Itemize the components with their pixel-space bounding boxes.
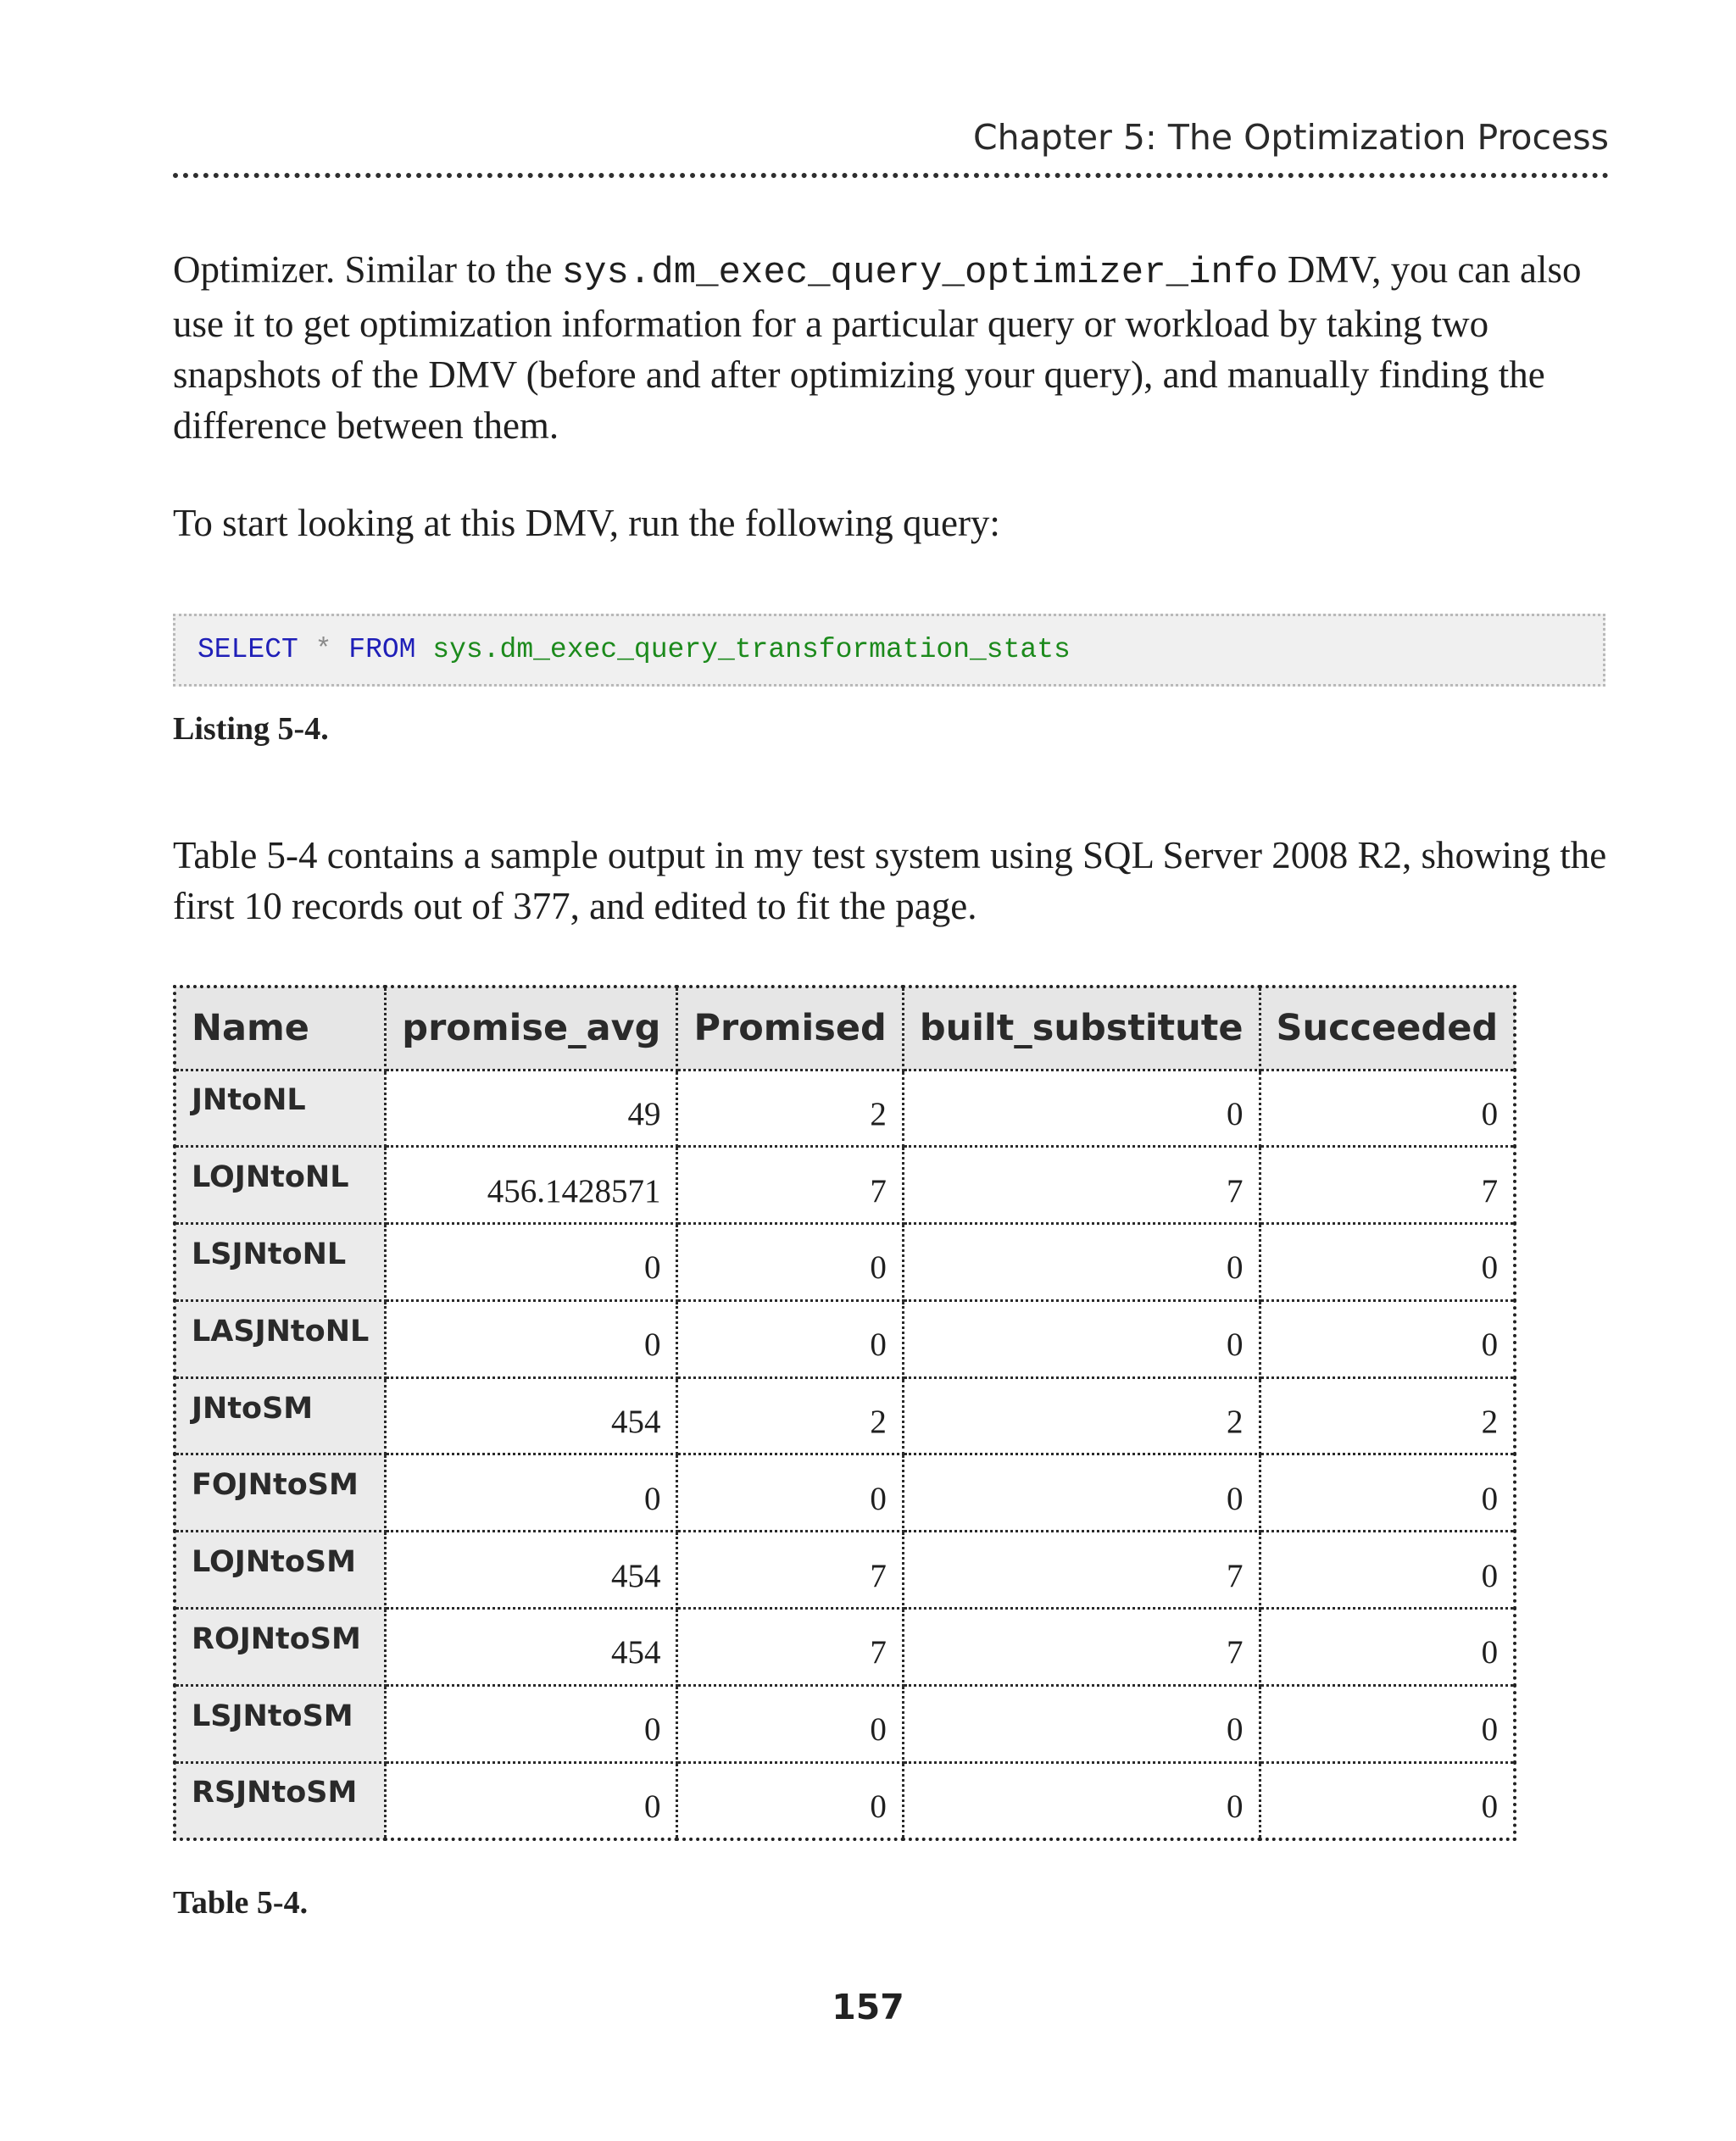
table-row (175, 1685, 1515, 1762)
transformation-stats-table (173, 985, 1516, 1841)
column-header-name: Name (175, 987, 386, 1070)
cell-promise-avg: 454 (386, 1532, 677, 1609)
body-paragraph-2: To start looking at this DMV, run the following query: (173, 502, 1000, 544)
table-row (175, 1609, 1515, 1686)
cell-promised: 0 (677, 1454, 903, 1532)
cell-built-substitute: 0 (903, 1454, 1260, 1532)
column-header-promise-avg: promise_avg (386, 987, 677, 1070)
table-row (175, 1762, 1515, 1839)
cell-promise-avg: 0 (386, 1224, 677, 1301)
column-header-promised: Promised (677, 987, 903, 1070)
code-keyword-from: FROM (348, 634, 416, 665)
paragraph-text: Optimizer. Similar to the (173, 248, 562, 291)
cell-succeeded: 0 (1260, 1762, 1515, 1839)
body-paragraph-1 (173, 244, 1609, 451)
cell-built-substitute: 0 (903, 1300, 1260, 1377)
cell-name: LSJNtoNL (175, 1224, 386, 1301)
code-listing (173, 614, 1605, 687)
table-row (175, 1224, 1515, 1301)
cell-promised: 0 (677, 1762, 903, 1839)
cell-succeeded: 0 (1260, 1609, 1515, 1686)
cell-name: LSJNtoSM (175, 1685, 386, 1762)
cell-name: LOJNtoNL (175, 1147, 386, 1224)
cell-promised: 7 (677, 1147, 903, 1224)
cell-succeeded: 0 (1260, 1070, 1515, 1147)
cell-promise-avg: 454 (386, 1609, 677, 1686)
body-paragraph-3: Table 5-4 contains a sample output in my test system using SQL Server 2008 R2, showing the first 10 records out of 377, and edited to fit the page. (173, 834, 1607, 927)
cell-succeeded: 0 (1260, 1454, 1515, 1532)
cell-built-substitute: 7 (903, 1147, 1260, 1224)
running-header: Chapter 5: The Optimization Process (972, 117, 1609, 158)
cell-promised: 7 (677, 1532, 903, 1609)
cell-name: RSJNtoSM (175, 1762, 386, 1839)
cell-built-substitute: 7 (903, 1532, 1260, 1609)
cell-name: JNtoSM (175, 1377, 386, 1454)
cell-succeeded: 0 (1260, 1300, 1515, 1377)
cell-name: FOJNtoSM (175, 1454, 386, 1532)
cell-name: JNtoNL (175, 1070, 386, 1147)
cell-succeeded: 0 (1260, 1685, 1515, 1762)
column-header-succeeded: Succeeded (1260, 987, 1515, 1070)
cell-promise-avg: 0 (386, 1762, 677, 1839)
code-keyword-select: SELECT (198, 634, 298, 665)
table-row (175, 1532, 1515, 1609)
cell-built-substitute: 0 (903, 1762, 1260, 1839)
cell-succeeded: 7 (1260, 1147, 1515, 1224)
code-operator-star: * (314, 634, 332, 665)
cell-promise-avg: 0 (386, 1685, 677, 1762)
table-row (175, 1300, 1515, 1377)
cell-name: LOJNtoSM (175, 1532, 386, 1609)
cell-built-substitute: 7 (903, 1609, 1260, 1686)
table-row (175, 1454, 1515, 1532)
code-object-name: sys.dm_exec_query_transformation_stats (432, 634, 1071, 665)
cell-succeeded: 0 (1260, 1224, 1515, 1301)
cell-promise-avg: 456.1428571 (386, 1147, 677, 1224)
cell-succeeded: 0 (1260, 1532, 1515, 1609)
cell-promised: 7 (677, 1609, 903, 1686)
cell-promise-avg: 49 (386, 1070, 677, 1147)
page-number: 157 (832, 1987, 904, 2027)
cell-name: LASJNtoNL (175, 1300, 386, 1377)
cell-promised: 2 (677, 1070, 903, 1147)
cell-promise-avg: 454 (386, 1377, 677, 1454)
header-divider (173, 173, 1609, 178)
cell-name: ROJNtoSM (175, 1609, 386, 1686)
table-row (175, 1070, 1515, 1147)
cell-built-substitute: 2 (903, 1377, 1260, 1454)
inline-code-dmv-name: sys.dm_exec_query_optimizer_info (561, 252, 1278, 294)
cell-built-substitute: 0 (903, 1070, 1260, 1147)
table-caption: Table 5-4. (173, 1885, 309, 1921)
table-header-row (175, 987, 1515, 1070)
listing-caption: Listing 5-4. (173, 711, 329, 747)
paragraph-text: DMV, you can also use it to get optimization information for a particular query or workload by taking two snapshots of the DMV (before and after optimizing your query), and manually finding the difference between them. (173, 248, 1582, 447)
cell-built-substitute: 0 (903, 1685, 1260, 1762)
column-header-built-substitute: built_substitute (903, 987, 1260, 1070)
table-row (175, 1377, 1515, 1454)
cell-promised: 0 (677, 1300, 903, 1377)
cell-promised: 2 (677, 1377, 903, 1454)
cell-promise-avg: 0 (386, 1300, 677, 1377)
cell-succeeded: 2 (1260, 1377, 1515, 1454)
table-row (175, 1147, 1515, 1224)
cell-promise-avg: 0 (386, 1454, 677, 1532)
cell-built-substitute: 0 (903, 1224, 1260, 1301)
cell-promised: 0 (677, 1224, 903, 1301)
cell-promised: 0 (677, 1685, 903, 1762)
